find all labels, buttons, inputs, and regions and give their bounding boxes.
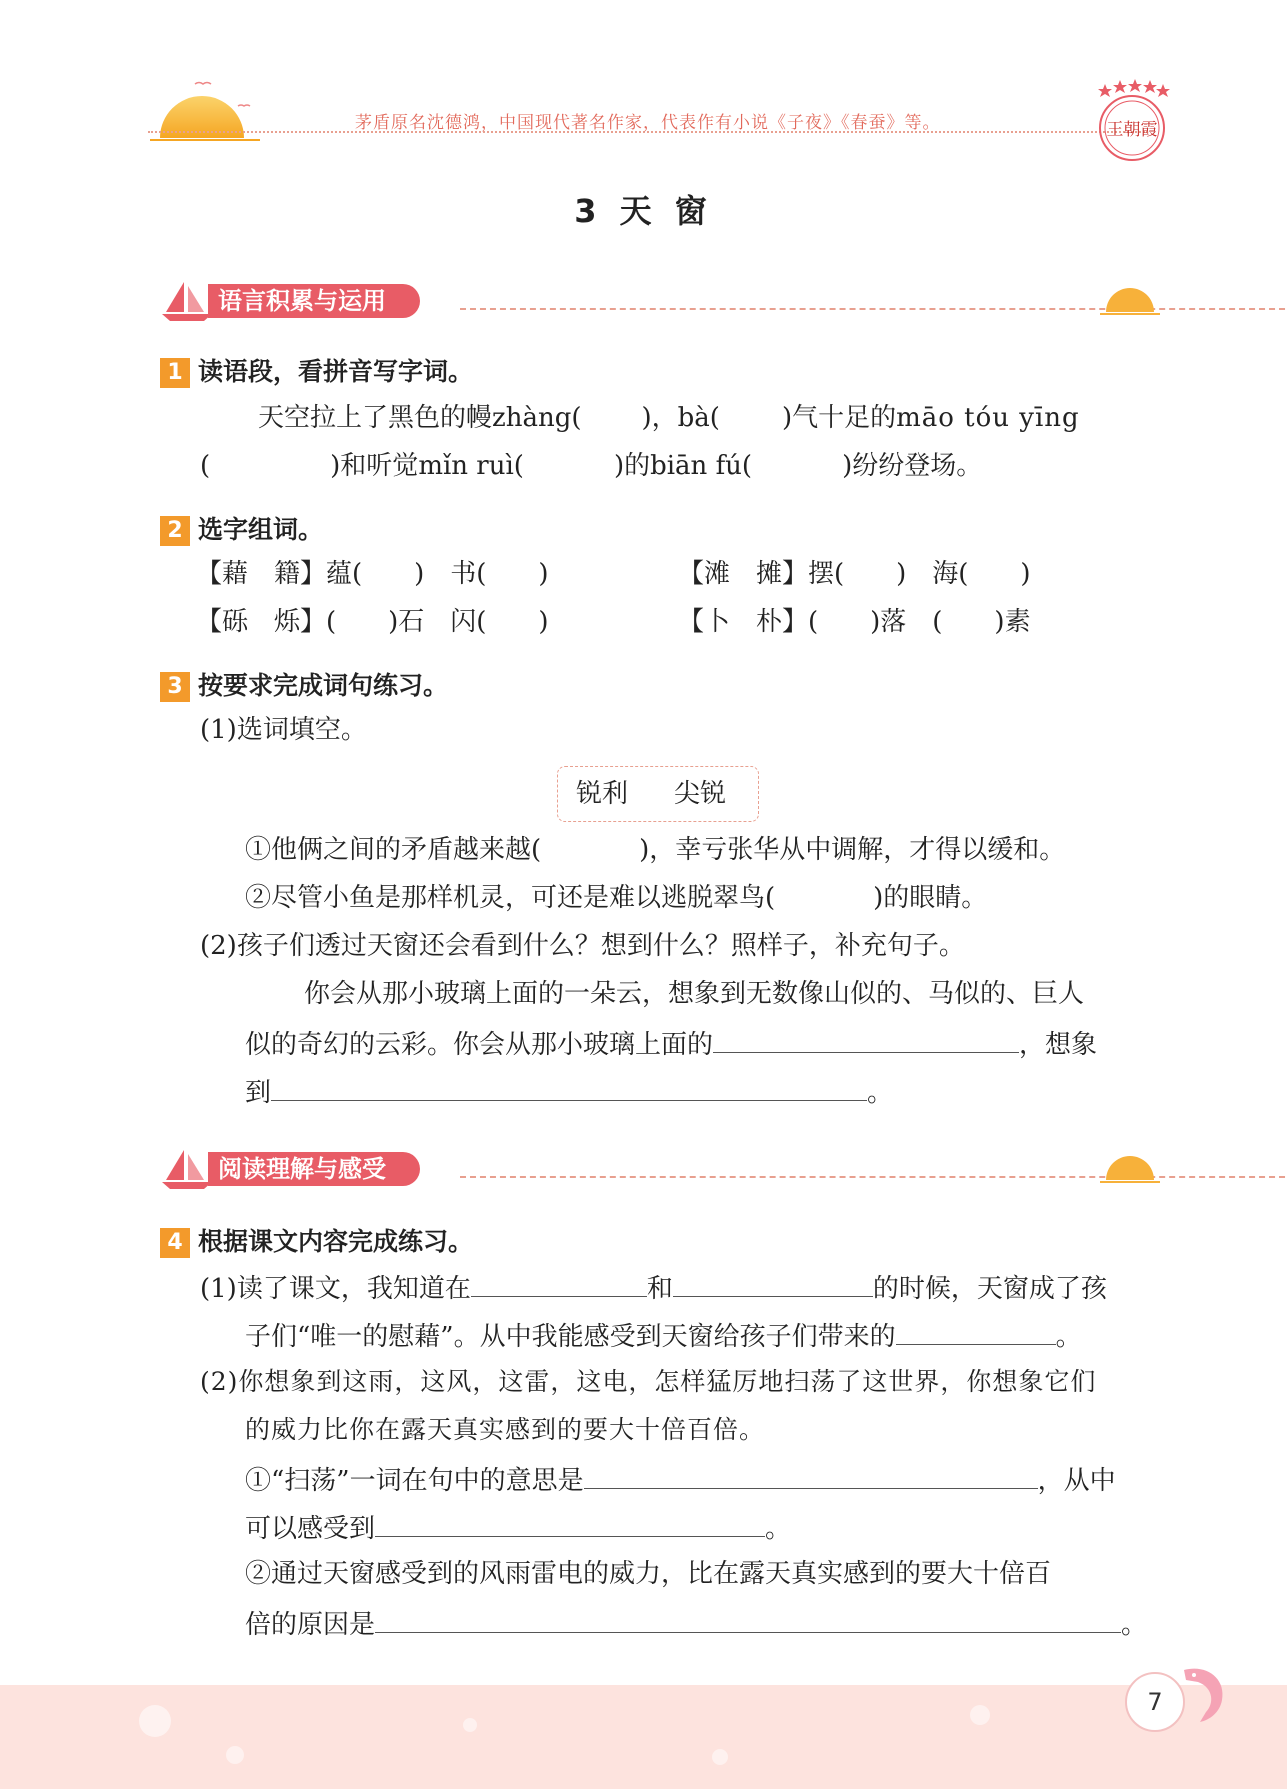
q4-line-6 — [245, 1508, 791, 1547]
text: ②尽管小鱼是那样机灵，可还是难以逃脱翠鸟( — [245, 883, 776, 913]
q1-line-2 — [200, 448, 982, 484]
word-option: 锐利 — [576, 779, 629, 809]
pinyin: biān fú( — [650, 451, 753, 481]
q3-example-2 — [245, 1024, 1097, 1063]
text: )和听觉 — [330, 451, 419, 481]
text: 。 — [867, 1078, 894, 1108]
q4-line-2 — [245, 1316, 1082, 1355]
text: 子们“唯一的慰藉”。从中我能感受到天窗给孩子们带来的 — [245, 1322, 896, 1352]
q2-row-2-right: 【卜 朴】( )落 ( )素 — [678, 607, 1031, 637]
text: )气十足的 — [781, 403, 897, 433]
text: ①他俩之间的矛盾越来越( — [245, 835, 542, 865]
q4-line-8 — [245, 1604, 1147, 1643]
question-title-text: 选字组词。 — [198, 515, 324, 544]
text: )的眼睛。 — [873, 883, 988, 913]
q3-sub-2: (2)孩子们透过天窗还会看到什么？想到什么？照样子，补充句子。 — [200, 931, 965, 961]
question-2-title — [160, 510, 323, 546]
q2-row-1-right: 【滩 摊】摆( ) 海( ) — [678, 559, 1031, 589]
question-number-badge: 1 — [160, 358, 190, 388]
answer-blank[interactable] — [471, 1268, 647, 1297]
q3-item-1 — [245, 832, 1065, 868]
answer-blank[interactable] — [673, 1268, 873, 1297]
text: 似的奇幻的云彩。你会从那小玻璃上面的 — [245, 1030, 714, 1060]
text: )纷纷登场。 — [842, 451, 983, 481]
question-title-text: 读语段，看拼音写字词。 — [198, 357, 474, 386]
page-title: 3 天 窗 — [574, 192, 713, 230]
answer-blank[interactable] — [271, 1072, 867, 1101]
question-number-badge: 2 — [160, 516, 190, 546]
q3-example-1: 你会从那小玻璃上面的一朵云，想象到无数像山似的、马似的、巨人 — [304, 979, 1085, 1009]
text: )的 — [613, 451, 651, 481]
section-title-2: 阅读理解与感受 — [208, 1152, 420, 1186]
question-number-badge: 3 — [160, 672, 190, 702]
answer-blank[interactable] — [584, 1460, 1038, 1489]
text: 可以感受到 — [245, 1514, 376, 1544]
q2-row-2-left: 【砾 烁】( )石 闪( ) — [196, 607, 549, 637]
q4-line-3: (2)你想象到这雨，这风，这雷，这电，怎样猛厉地扫荡了这世界，你想象它们 — [200, 1367, 1097, 1396]
q4-line-5 — [245, 1460, 1116, 1499]
answer-blank[interactable] — [713, 1024, 1019, 1053]
header-note: 茅盾原名沈德鸿，中国现代著名作家，代表作有小说《子夜》《春蚕》等。 — [355, 113, 941, 133]
q1-line-1 — [258, 400, 1080, 436]
sailboat-icon — [160, 1148, 214, 1190]
section-banner-2 — [160, 1148, 1160, 1188]
text: 倍的原因是 — [245, 1610, 376, 1640]
pinyin: zhàng( — [492, 403, 582, 433]
text: 。 — [765, 1514, 792, 1544]
brand-logo — [1093, 78, 1171, 164]
section-divider — [460, 1176, 1287, 1178]
text: ，从中 — [1037, 1466, 1116, 1496]
sunset-icon — [1100, 1148, 1160, 1188]
pinyin: mǐn ruì( — [418, 451, 524, 481]
pinyin: māo tóu yīng — [896, 403, 1080, 433]
q3-item-2 — [245, 880, 987, 916]
question-1-title — [160, 352, 473, 388]
text: 的时候，天窗成了孩 — [872, 1274, 1107, 1304]
answer-blank[interactable] — [896, 1316, 1056, 1345]
sunset-icon — [1100, 280, 1160, 320]
section-banner-1 — [160, 280, 1160, 320]
word-choice-box — [557, 766, 759, 822]
answer-blank[interactable] — [375, 1604, 1121, 1633]
text: 。 — [1055, 1322, 1082, 1352]
q2-row-1-left: 【藉 籍】蕴( ) 书( ) — [196, 559, 549, 589]
text: )，幸亏张华从中调解，才得以缓和。 — [639, 835, 1066, 865]
text: 天空拉上了黑色的幔 — [258, 403, 493, 433]
q4-line-4: 的威力比你在露天真实感到的要大十倍百倍。 — [245, 1415, 766, 1444]
text: (1)读了课文，我知道在 — [200, 1274, 471, 1304]
text: ( — [200, 451, 211, 481]
question-4-title — [160, 1222, 473, 1258]
svg-text:王朝霞: 王朝霞 — [1106, 120, 1158, 140]
section-title-1: 语言积累与运用 — [208, 284, 420, 318]
text: 。 — [1121, 1610, 1148, 1640]
text: 和 — [646, 1274, 673, 1304]
footer-bubbles-decoration — [0, 1685, 1287, 1789]
answer-blank[interactable] — [375, 1508, 765, 1537]
text: )， — [641, 403, 678, 433]
q4-line-7: ②通过天窗感受到的风雨雷电的威力，比在露天真实感到的要大十倍百 — [245, 1559, 1052, 1589]
word-option: 尖锐 — [674, 779, 727, 809]
q3-example-3 — [245, 1072, 893, 1111]
q4-line-1 — [200, 1268, 1107, 1307]
question-title-text: 按要求完成词句练习。 — [198, 671, 449, 700]
question-3-title — [160, 666, 448, 702]
page-number: 7 — [1125, 1672, 1185, 1732]
sunset-icon — [150, 80, 260, 150]
question-number-badge: 4 — [160, 1228, 190, 1258]
text: ，想象 — [1019, 1030, 1098, 1060]
sailboat-icon — [160, 280, 214, 322]
q3-sub-1: (1)选词填空。 — [200, 715, 367, 745]
question-title-text: 根据课文内容完成练习。 — [198, 1227, 474, 1256]
pinyin: bà( — [677, 403, 720, 433]
text: ①“扫荡”一词在句中的意思是 — [245, 1466, 584, 1496]
section-divider — [460, 308, 1287, 310]
dolphin-icon — [1176, 1660, 1236, 1730]
text: 到 — [245, 1078, 272, 1108]
